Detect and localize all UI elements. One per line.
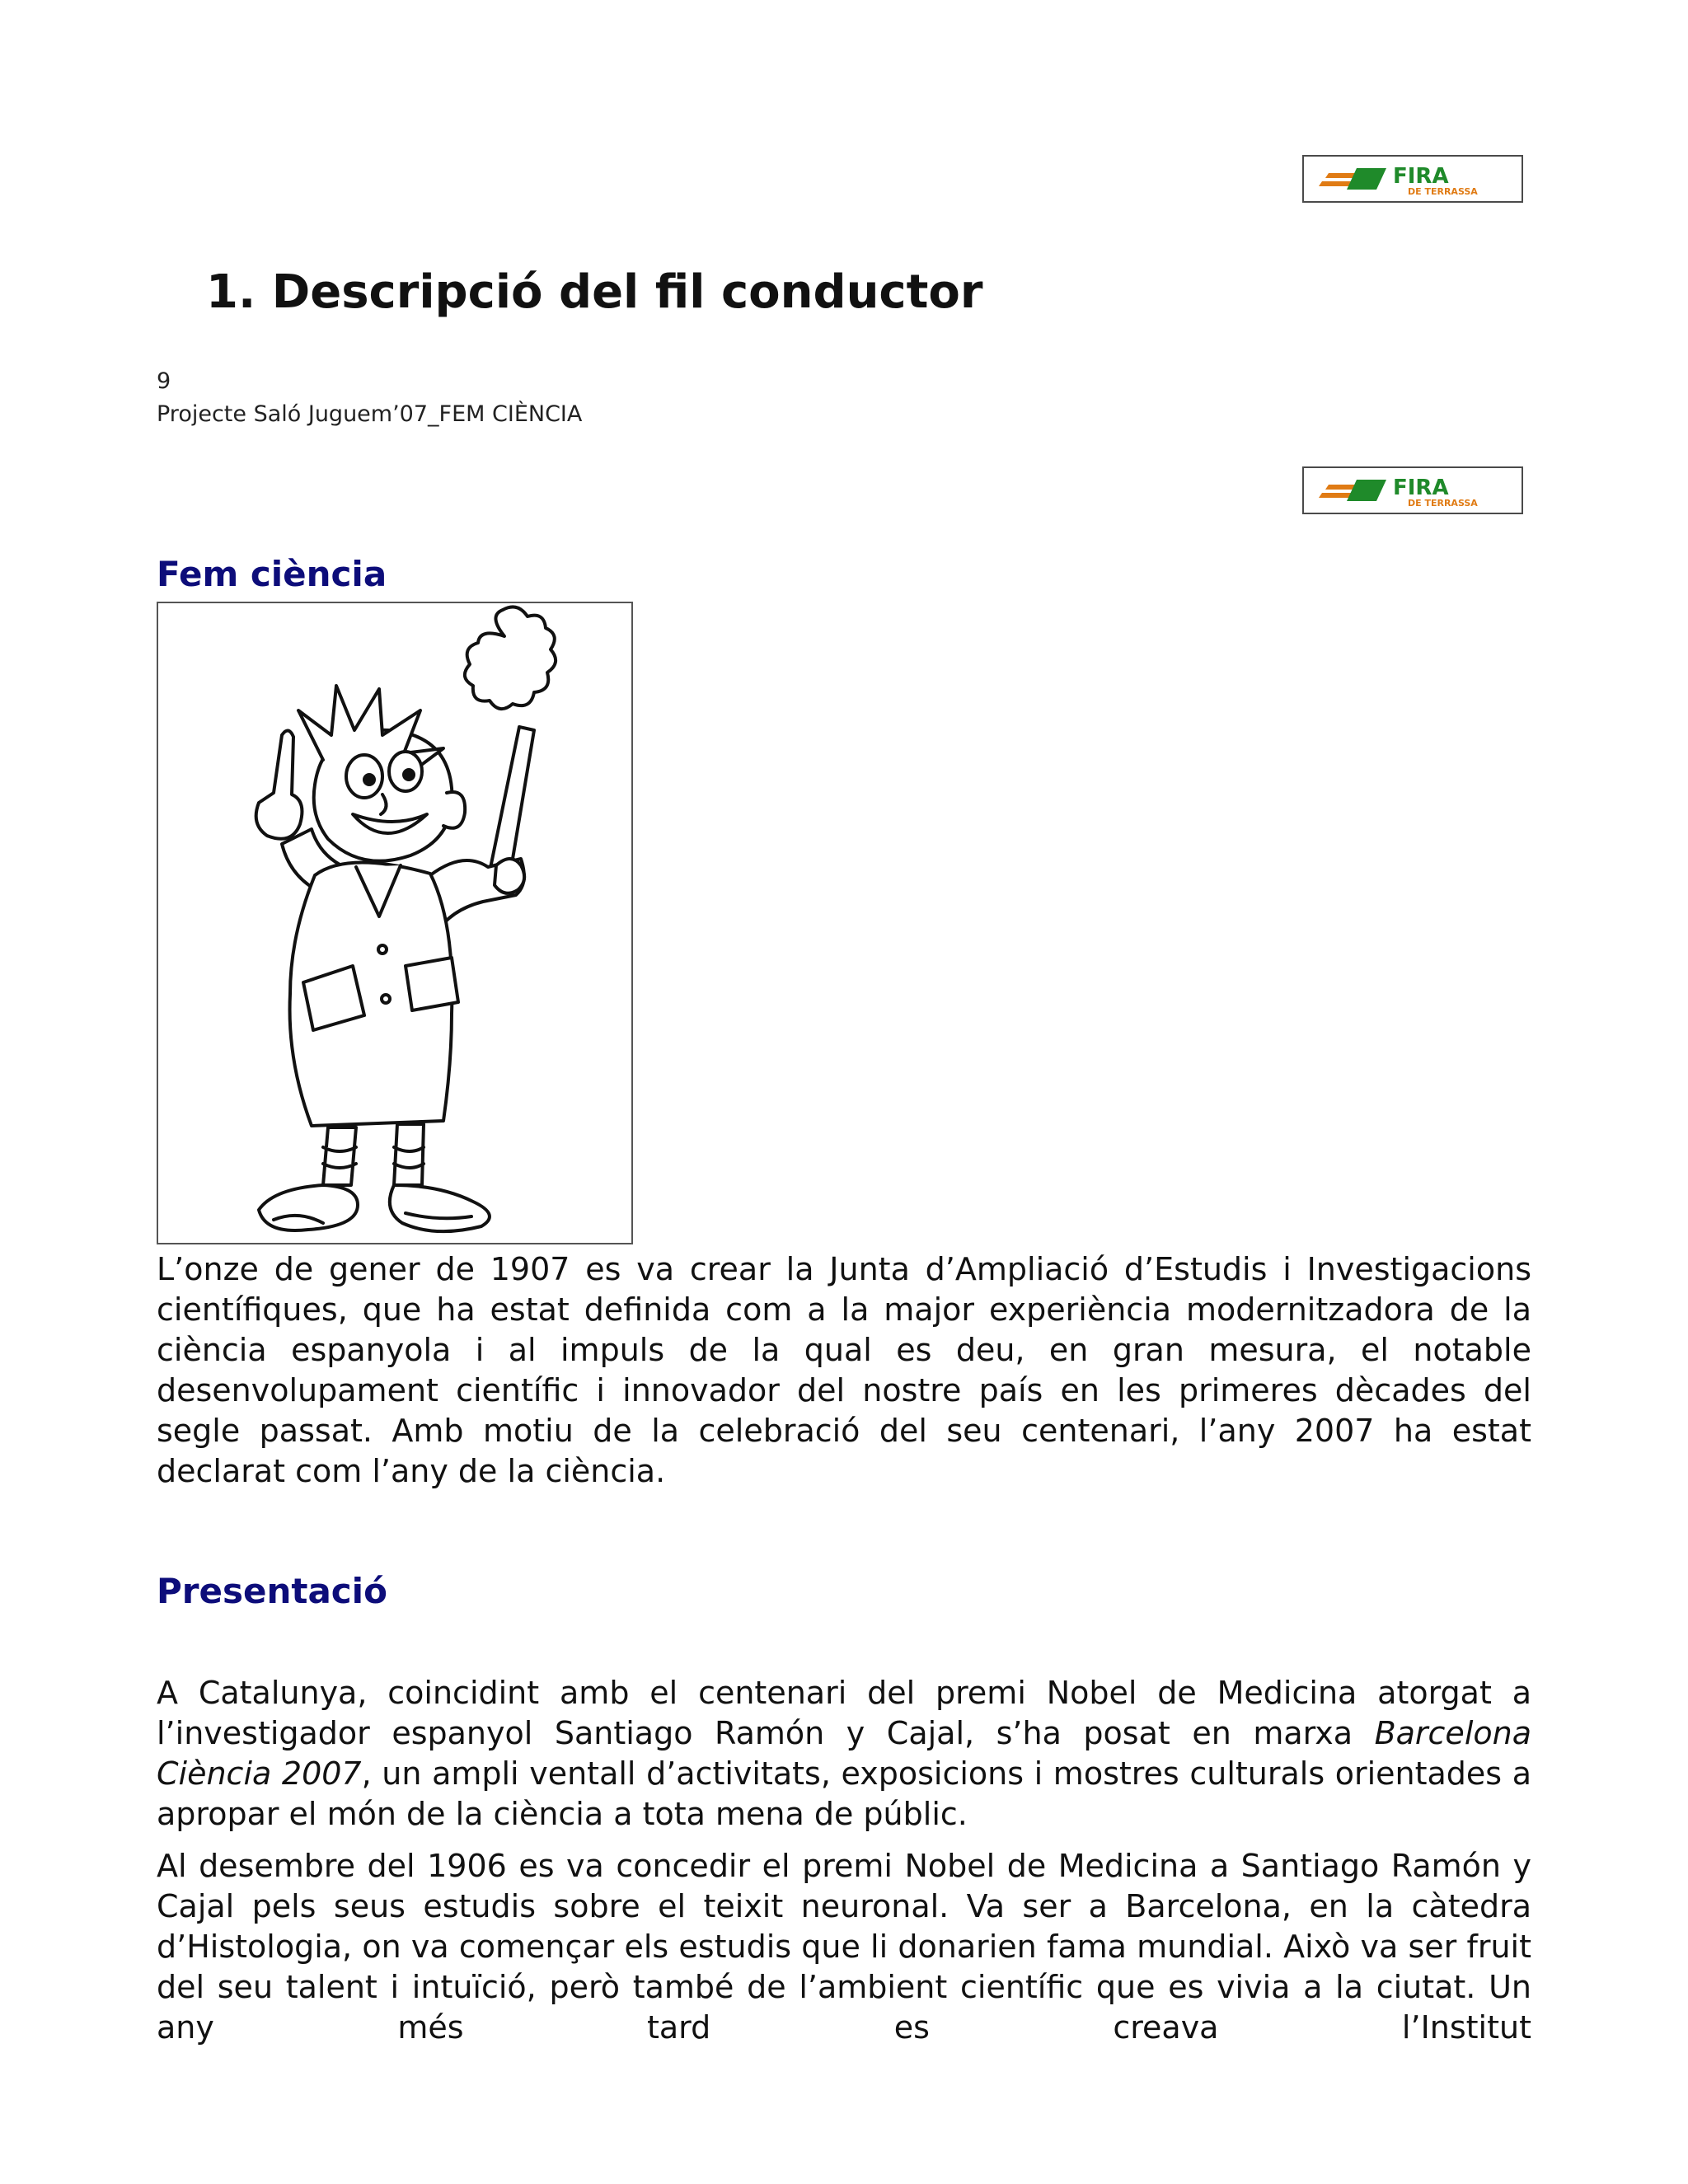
paragraph-fem-ciencia: L’onze de gener de 1907 es va crear la Junta d’Ampliació d’Estudis i Investigacions científiques, que ha estat definida com a la major experiència modernitzadora de la ciència espanyola i al impuls de la qual es deu, en gran mesura, el notable desenvolupament científic i innovador del nostre país en les primeres dècades del segle passat. Amb motiu de la celebració del seu centenari, l’any 2007 ha estat declarat com l’any de la ciència.	[157, 1251, 1531, 1489]
heading-presentacio: Presentació	[157, 1571, 387, 1611]
logo-subtitle: DE TERRASSA	[1408, 186, 1478, 197]
fira-terrassa-logo	[1302, 155, 1523, 203]
paragraph-presentacio-1-start: A Catalunya, coincidint amb el centenari del premi Nobel de Medicina atorgat a l’investigador espanyol Santiago Ramón y Cajal, s’ha posat en marxa	[157, 1675, 1531, 1751]
logo-subtitle: DE TERRASSA	[1408, 498, 1478, 509]
scientist-illustration	[157, 602, 633, 1244]
project-footer: Projecte Saló Juguem’07_FEM CIÈNCIA	[157, 401, 583, 427]
logo-wordmark: FIRA	[1393, 164, 1449, 189]
barcelona-ciencia-2007: Barcelona Ciència 2007	[157, 1715, 1531, 1792]
paragraph-presentacio-2: Al desembre del 1906 es va concedir el premi Nobel de Medicina a Santiago Ramón y Cajal pels seus estudis sobre el teixit neuronal. Va ser a Barcelona, en la càtedra d’Histologia, on va començar els estudis que li donarien fama mundial. Això va ser fruit del seu talent i intuïció, però també de l’ambient científic que es vivia a la ciutat. Un any més tard es creava l’Institut	[157, 1848, 1531, 2046]
fira-logo-icon	[1304, 157, 1522, 201]
paragraph-presentacio-1	[157, 1673, 1531, 1835]
chapter-title: 1. Descripció del fil conductor	[206, 265, 983, 319]
fira-logo-icon	[1304, 468, 1522, 513]
logo-wordmark: FIRA	[1393, 476, 1449, 500]
paragraph-presentacio-1-end: , un ampli ventall d’activitats, exposicions i mostres culturals orientades a apropar el món de la ciència a tota mena de públic.	[157, 1755, 1532, 1832]
heading-fem-ciencia: Fem ciència	[157, 554, 387, 594]
page-number: 9	[157, 368, 171, 394]
fira-terrassa-logo-2	[1302, 466, 1523, 514]
cartoon-scientist-icon	[158, 603, 631, 1243]
